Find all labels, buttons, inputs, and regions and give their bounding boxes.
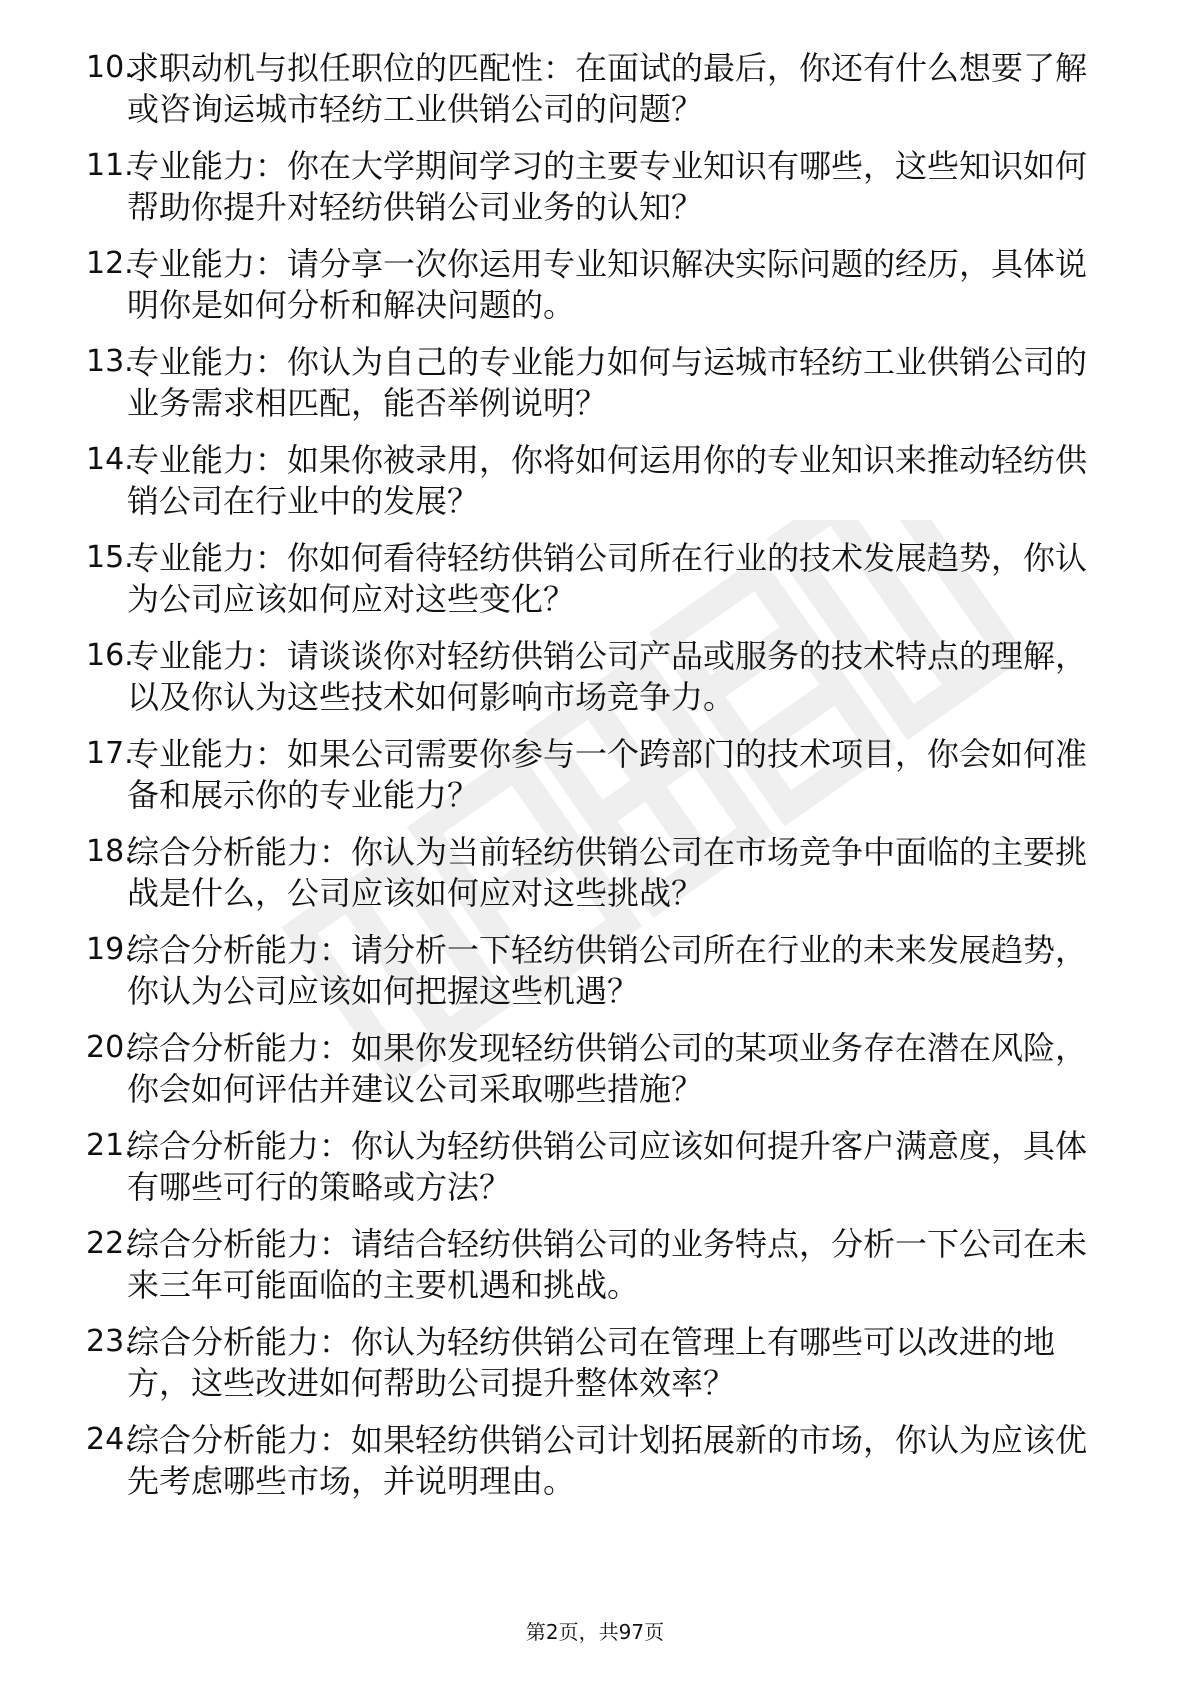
question-number: 20. (86, 1030, 134, 1065)
question-number: 10. (86, 50, 134, 85)
question-item (0, 342, 1190, 440)
question-text: 专业能力：如果你被录用，你将如何运用你的专业知识来推动轻纺供销公司在行业中的发展？ (127, 441, 1088, 520)
question-item (0, 1126, 1190, 1224)
question-text: 专业能力：你如何看待轻纺供销公司所在行业的技术发展趋势，你认为公司应该如何应对这些变化？ (127, 539, 1088, 618)
question-text: 综合分析能力：请分析一下轻纺供销公司所在行业的未来发展趋势，你认为公司应该如何把握这些机遇？ (127, 931, 1088, 1010)
question-text: 综合分析能力：如果你发现轻纺供销公司的某项业务存在潜在风险，你会如何评估并建议公司采取哪些措施？ (127, 1029, 1088, 1108)
question-list (0, 48, 1190, 1518)
question-text: 综合分析能力：你认为当前轻纺供销公司在市场竞争中面临的主要挑战是什么，公司应该如何应对这些挑战？ (127, 833, 1088, 912)
question-item (0, 832, 1190, 930)
question-number: 18. (86, 834, 134, 869)
question-item (0, 1322, 1190, 1420)
question-text: 专业能力：请谈谈你对轻纺供销公司产品或服务的技术特点的理解，以及你认为这些技术如何影响市场竞争力。 (127, 637, 1088, 716)
question-item (0, 440, 1190, 538)
question-item (0, 1028, 1190, 1126)
question-item (0, 636, 1190, 734)
question-number: 16. (86, 638, 134, 673)
question-text: 综合分析能力：请结合轻纺供销公司的业务特点，分析一下公司在未来三年可能面临的主要机遇和挑战。 (127, 1225, 1088, 1304)
question-text: 求职动机与拟任职位的匹配性：在面试的最后，你还有什么想要了解或咨询运城市轻纺工业供销公司的问题？ (127, 49, 1088, 128)
question-number: 13. (86, 344, 134, 379)
question-number: 17. (86, 736, 134, 771)
question-number: 23. (86, 1324, 134, 1359)
question-item (0, 930, 1190, 1028)
question-text: 专业能力：如果公司需要你参与一个跨部门的技术项目，你会如何准备和展示你的专业能力？ (127, 735, 1088, 814)
question-item (0, 244, 1190, 342)
question-item (0, 1420, 1190, 1518)
question-text: 综合分析能力：你认为轻纺供销公司在管理上有哪些可以改进的地方，这些改进如何帮助公司提升整体效率？ (127, 1323, 1056, 1402)
question-text: 专业能力：你在大学期间学习的主要专业知识有哪些，这些知识如何帮助你提升对轻纺供销公司业务的认知？ (127, 147, 1088, 226)
question-number: 12. (86, 246, 134, 281)
question-text: 专业能力：你认为自己的专业能力如何与运城市轻纺工业供销公司的业务需求相匹配，能否举例说明？ (127, 343, 1088, 422)
question-number: 11. (86, 148, 134, 183)
question-text: 专业能力：请分享一次你运用专业知识解决实际问题的经历，具体说明你是如何分析和解决问题的。 (127, 245, 1088, 324)
question-number: 19. (86, 932, 134, 967)
question-item (0, 1224, 1190, 1322)
question-number: 22. (86, 1226, 134, 1261)
question-text: 综合分析能力：如果轻纺供销公司计划拓展新的市场，你认为应该优先考虑哪些市场，并说明理由。 (127, 1421, 1088, 1500)
page-number: 第2页，共97页 (525, 1620, 665, 1644)
question-text: 综合分析能力：你认为轻纺供销公司应该如何提升客户满意度，具体有哪些可行的策略或方法？ (127, 1127, 1088, 1206)
question-item (0, 146, 1190, 244)
question-item (0, 734, 1190, 832)
question-number: 24. (86, 1422, 134, 1457)
question-number: 15. (86, 540, 134, 575)
question-item (0, 538, 1190, 636)
question-number: 21. (86, 1128, 134, 1163)
question-number: 14. (86, 442, 134, 477)
question-item (0, 48, 1190, 146)
